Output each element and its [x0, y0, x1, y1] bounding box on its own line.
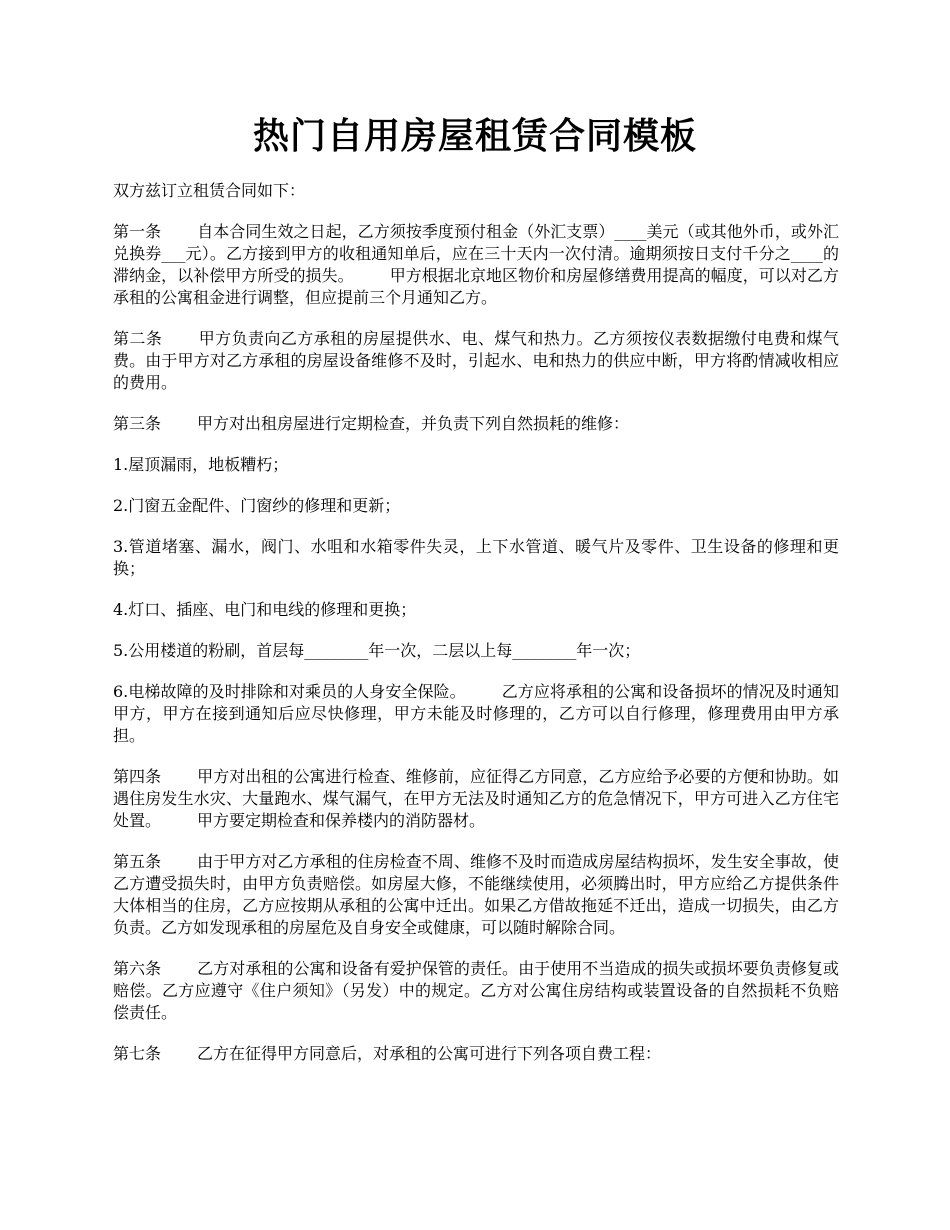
item5-suffix: 年一次； [576, 641, 641, 660]
article-text-continued: 甲方要定期检查和保养楼内的消防器材。 [197, 811, 486, 830]
article-text: 甲方对出租的公寓进行检查、维修前，应征得乙方同意，乙方应给予必要的方便和协助。如遇住房发生水灾、大量跑水、煤气漏气，在甲方无法及时通知乙方的危急情况下，甲方可进入乙方住宅处置。 [113, 767, 839, 830]
article-text: 乙方对承租的公寓和设备有爱护保管的责任。由于使用不当造成的损失或损坏要负责修复或赔偿。乙方应遵守《住户须知》（另发）中的规定。乙方对公寓住房结构或装置设备的自然损耗不负赔偿责任。 [113, 959, 839, 1022]
article-7 [113, 1043, 839, 1065]
article-6 [113, 958, 839, 1024]
article-4 [113, 766, 839, 832]
list-item: 2.门窗五金配件、门窗纱的修理和更新； [113, 496, 401, 515]
item6-text-continued: 乙方应将承租的公寓和设备损坏的情况及时通知甲方，甲方在接到通知后应尽快修理，甲方未能及时修理的，乙方可以自行修理，修理费用由甲方承担。 [113, 682, 839, 745]
item5-middle: 年一次，二层以上每 [368, 641, 513, 660]
list-item: 3.管道堵塞、漏水，阀门、水咀和水箱零件失灵，上下水管道、暖气片及零件、卫生设备的修理和更换； [113, 537, 839, 578]
document-body [113, 180, 839, 1084]
article-1 [113, 221, 839, 309]
item5-prefix: 5.公用楼道的粉刷，首层每 [113, 641, 305, 660]
fill-blank: ________ [512, 641, 577, 660]
article-label: 第二条 [113, 329, 163, 348]
list-item: 1.屋顶漏雨，地板糟朽； [113, 455, 289, 474]
list-item: 4.灯口、插座、电门和电线的修理和更换； [113, 600, 417, 619]
article-text: 由于甲方对乙方承租的住房检查不周、维修不及时而造成房屋结构损坏，发生安全事故，使乙方遭受损失时，由甲方负责赔偿。如房屋大修，不能继续使用，必须腾出时，甲方应给乙方提供条件大体相当的住房，乙方应按期从承租的公寓中迁出。如果乙方借故拖延不迁出，造成一切损失，由乙方负责。乙方如发现承租的房屋危及自身安全或健康，可以随时解除合同。 [113, 852, 839, 937]
article-text: 乙方在征得甲方同意后，对承租的公寓可进行下列各项自费工程： [197, 1044, 662, 1063]
article-label: 第三条 [113, 414, 162, 433]
article-2 [113, 328, 839, 394]
intro-paragraph: 双方兹订立租赁合同如下： [113, 181, 306, 200]
article-text-continued: 甲方根据北京地区物价和房屋修缮费用提高的幅度，可以对乙方承租的公寓租金进行调整，但应提前三个月通知乙方。 [113, 266, 839, 307]
article-label: 第六条 [113, 959, 162, 978]
article-5 [113, 851, 839, 939]
article-text: 自本合同生效之日起，乙方须按季度预付租金（外汇支票）____美元（或其他外币，或外汇兑换券___元）。乙方接到甲方的收租通知单后，应在三十天内一次付清。逾期须按日支付千分之____的滞纳金，以补偿甲方所受的损失。 [113, 222, 839, 285]
fill-blank: ________ [304, 641, 369, 660]
document-title: 热门自用房屋租赁合同模板 [252, 116, 697, 157]
list-item-5 [113, 640, 839, 662]
article-3 [113, 413, 839, 435]
item6-text: 6.电梯故障的及时排除和对乘员的人身安全保险。 [113, 682, 466, 701]
article-text: 甲方对出租房屋进行定期检查，并负责下列自然损耗的维修： [197, 414, 630, 433]
article-label: 第一条 [113, 222, 162, 241]
article-text: 甲方负责向乙方承租的房屋提供水、电、煤气和热力。乙方须按仪表数据缴付电费和煤气费。由于甲方对乙方承租的房屋设备维修不及时，引起水、电和热力的供应中断，甲方将酌情减收相应的费用。 [113, 329, 839, 392]
list-item-6 [113, 681, 839, 747]
article-label: 第七条 [113, 1044, 162, 1063]
article-label: 第五条 [113, 852, 162, 871]
article-label: 第四条 [113, 767, 162, 786]
